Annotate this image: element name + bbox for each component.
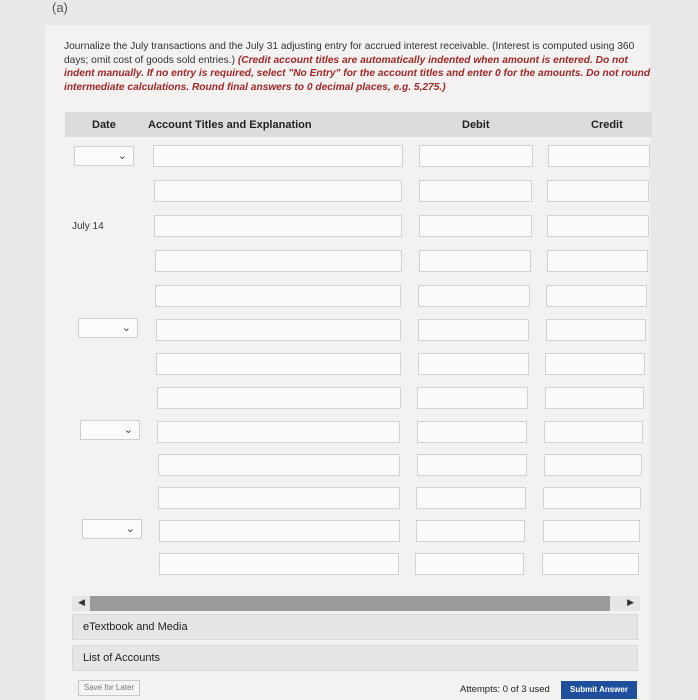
debit-input[interactable] xyxy=(419,145,533,167)
account-title-input[interactable] xyxy=(153,145,403,167)
credit-input[interactable] xyxy=(543,487,641,509)
part-label: (a) xyxy=(52,0,68,15)
debit-input[interactable] xyxy=(417,387,528,409)
credit-input[interactable] xyxy=(548,145,650,167)
account-title-input[interactable] xyxy=(157,387,401,409)
header-account: Account Titles and Explanation xyxy=(148,119,312,131)
save-for-later-button[interactable]: Save for Later xyxy=(78,680,140,696)
debit-input[interactable] xyxy=(416,487,526,509)
debit-input[interactable] xyxy=(419,180,532,202)
account-title-input[interactable] xyxy=(157,421,400,443)
caret-left-icon[interactable]: ◀ xyxy=(78,597,85,607)
debit-input[interactable] xyxy=(417,454,527,476)
instructions xyxy=(64,40,654,94)
instructions-emphasis: (Credit account titles are automatically indented when amount is entered. Do not indent manually. If no entry is required, select "No Entry" for the account titles and enter 0 for the amounts. Do not round intermediate calculations. Round final answers to 0 decimal places, e.g. 5,275.) xyxy=(64,54,651,93)
date-label: July 14 xyxy=(72,221,104,232)
account-title-input[interactable] xyxy=(155,285,401,307)
credit-input[interactable] xyxy=(547,180,649,202)
credit-input[interactable] xyxy=(544,454,642,476)
chevron-down-icon: ⌄ xyxy=(123,424,133,436)
header-date: Date xyxy=(92,119,116,131)
debit-input[interactable] xyxy=(417,421,527,443)
credit-input[interactable] xyxy=(542,553,639,575)
account-title-input[interactable] xyxy=(158,454,400,476)
account-title-input[interactable] xyxy=(154,215,402,237)
credit-input[interactable] xyxy=(545,387,644,409)
credit-input[interactable] xyxy=(545,353,645,375)
caret-right-icon[interactable]: ▶ xyxy=(627,597,634,607)
account-title-input[interactable] xyxy=(154,180,402,202)
debit-input[interactable] xyxy=(418,319,529,341)
debit-input[interactable] xyxy=(415,553,524,575)
debit-input[interactable] xyxy=(418,285,530,307)
scrollbar-thumb[interactable] xyxy=(90,596,610,611)
date-select[interactable] xyxy=(74,146,134,166)
date-select[interactable] xyxy=(80,420,140,440)
attempts-counter: Attempts: 0 of 3 used xyxy=(460,684,550,695)
header-credit: Credit xyxy=(591,119,623,131)
credit-input[interactable] xyxy=(544,421,643,443)
chevron-down-icon: ⌄ xyxy=(125,523,135,535)
horizontal-scrollbar[interactable] xyxy=(72,596,640,611)
list-of-accounts-link[interactable]: List of Accounts xyxy=(72,645,638,671)
submit-answer-button[interactable]: Submit Answer xyxy=(561,681,637,699)
date-select[interactable] xyxy=(82,519,142,539)
credit-input[interactable] xyxy=(543,520,640,542)
debit-input[interactable] xyxy=(416,520,525,542)
debit-input[interactable] xyxy=(419,215,532,237)
account-title-input[interactable] xyxy=(159,553,399,575)
date-select[interactable] xyxy=(78,318,138,338)
etextbook-link[interactable]: eTextbook and Media xyxy=(72,614,638,640)
debit-input[interactable] xyxy=(419,250,531,272)
chevron-down-icon: ⌄ xyxy=(117,150,127,162)
chevron-down-icon: ⌄ xyxy=(121,322,131,334)
account-title-input[interactable] xyxy=(158,487,400,509)
account-title-input[interactable] xyxy=(156,319,401,341)
credit-input[interactable] xyxy=(547,250,648,272)
account-title-input[interactable] xyxy=(155,250,402,272)
account-title-input[interactable] xyxy=(159,520,400,542)
instructions-text: Journalize the July transactions and the July 31 adjusting entry for accrued interest receivable. (Interest is computed using 360 days; omit cost of goods sold entries.) xyxy=(64,41,635,66)
credit-input[interactable] xyxy=(546,319,646,341)
header-debit: Debit xyxy=(462,119,490,131)
account-title-input[interactable] xyxy=(156,353,401,375)
debit-input[interactable] xyxy=(418,353,529,375)
credit-input[interactable] xyxy=(546,285,647,307)
table-header xyxy=(65,112,652,137)
credit-input[interactable] xyxy=(547,215,649,237)
